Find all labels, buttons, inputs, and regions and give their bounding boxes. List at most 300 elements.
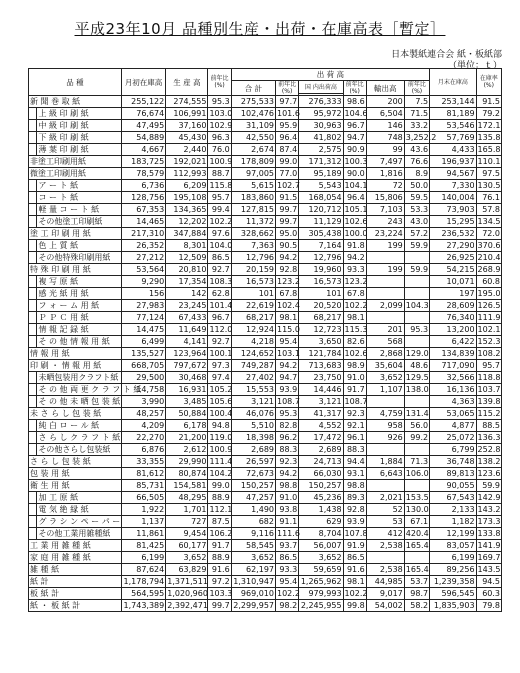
row-value: 7.5 (404, 96, 429, 108)
row-value: 27,212 (121, 252, 165, 264)
row-value: 93.1 (343, 468, 366, 480)
row-value: 14,758 (121, 384, 165, 396)
row-value: 197 (430, 288, 476, 300)
row-name: 紙 計 (29, 576, 122, 588)
row-value: 2,021 (366, 492, 404, 504)
row-value: 91.5 (476, 96, 501, 108)
row-value: 749,287 (231, 360, 275, 372)
row-value: 103.7 (477, 385, 501, 394)
row-value: 1,137 (121, 516, 165, 528)
row-indent (29, 300, 37, 312)
row-value: 183,725 (121, 156, 165, 168)
row-value: 94.7 (276, 372, 299, 384)
row-value: 96.4 (343, 192, 366, 204)
row-value: 87,624 (121, 564, 165, 576)
row-value: 4,759 (366, 408, 404, 420)
row-value: 100.9 (209, 445, 233, 454)
row-value (366, 312, 404, 324)
row-value: 199 (366, 240, 404, 252)
row-value: 4,218 (231, 336, 275, 348)
row-value: 129.0 (405, 349, 429, 358)
table-row (29, 312, 502, 324)
row-value: 130.0 (405, 505, 429, 514)
row-value: 91.6 (208, 564, 231, 576)
row-value: 108.3 (209, 277, 233, 286)
row-value: 1,265,962 (299, 576, 343, 588)
row-value: 100.1 (209, 349, 233, 358)
header-seisan-zennen: 前年比(%) (208, 69, 231, 96)
row-value: 90.5 (276, 240, 299, 252)
row-value: 104.6 (344, 109, 368, 118)
row-value: 124,652 (231, 348, 275, 360)
row-value: 106.0 (405, 469, 429, 478)
row-value: 370.6 (477, 241, 501, 250)
row-value (366, 252, 404, 264)
row-name: 板 紙 計 (29, 588, 122, 600)
row-value: 91.7 (208, 540, 231, 552)
row-value: 121,784 (299, 348, 343, 360)
row-value: 44,985 (366, 576, 404, 588)
row-name: 情 報 用 紙 (29, 348, 122, 360)
row-value: 94,567 (430, 168, 476, 180)
table-row (29, 564, 502, 576)
row-value: 92.1 (343, 420, 366, 432)
row-value: 103.1 (277, 349, 300, 358)
row-value: 107.8 (344, 529, 368, 538)
row-value: 150,257 (299, 480, 343, 492)
row-value (366, 480, 404, 492)
row-value: 5,510 (231, 420, 275, 432)
row-name: 工 業 用 雑 種 紙 (29, 540, 122, 552)
row-value: 29,500 (121, 372, 165, 384)
row-value: 20,159 (231, 264, 275, 276)
row-value: 568 (366, 336, 404, 348)
row-value: 15,553 (231, 384, 275, 396)
row-value: 72,673 (231, 468, 275, 480)
row-value: 134,839 (430, 348, 476, 360)
row-value: 26,597 (231, 456, 275, 468)
row-value: 98.7 (404, 588, 429, 600)
row-value: 98.9 (343, 360, 366, 372)
row-value: 12,723 (299, 324, 343, 336)
row-value: 96.3 (208, 132, 231, 144)
row-value: 102.2 (277, 589, 300, 598)
table-row (29, 180, 502, 192)
row-value: 143.5 (477, 565, 501, 574)
row-value: 86.5 (208, 252, 231, 264)
row-value: 11,649 (166, 324, 208, 336)
row-value: 1,490 (231, 504, 275, 516)
row-value: 94.2 (276, 468, 299, 480)
row-value: 12,202 (166, 216, 208, 228)
row-value: 255,122 (121, 96, 165, 108)
row-name: 電 気 絶 縁 紙 (37, 504, 121, 516)
row-value: 128,756 (121, 192, 165, 204)
table-row (29, 492, 502, 504)
table-row (29, 456, 502, 468)
row-value (366, 552, 404, 564)
row-value: 130.5 (477, 181, 501, 190)
row-value: 16,136 (430, 384, 476, 396)
row-value: 133.8 (477, 529, 501, 538)
row-value: 111.9 (477, 313, 501, 322)
row-value: 82.6 (343, 336, 366, 348)
row-value: 53 (366, 516, 404, 528)
row-value: 15,806 (366, 192, 404, 204)
row-value: 9,454 (166, 528, 208, 540)
row-value: 11,129 (299, 216, 343, 228)
table-row (29, 396, 502, 408)
row-value: 45,236 (299, 492, 343, 504)
row-value: 94.2 (276, 252, 299, 264)
row-indent (29, 180, 37, 192)
row-value: 8.9 (404, 168, 429, 180)
row-value: 9,290 (121, 276, 165, 288)
row-value: 192,021 (166, 156, 208, 168)
row-indent (29, 516, 37, 528)
row-value: 328,662 (231, 228, 275, 240)
table-row (29, 552, 502, 564)
row-value: 1,178,794 (121, 576, 165, 588)
row-value: 97.4 (208, 372, 231, 384)
row-name: さ ら し 包 装 紙 (29, 456, 122, 468)
row-indent (29, 444, 37, 456)
row-value: 1,835,903 (430, 600, 476, 612)
row-value: 1,107 (366, 384, 404, 396)
row-value: 53.7 (404, 576, 429, 588)
row-value: 95.9 (276, 120, 299, 132)
row-value: 98.2 (276, 600, 299, 612)
row-name: 塗 工 印 刷 用 紙 (29, 228, 122, 240)
table-row (29, 96, 502, 108)
row-value: 102.4 (277, 301, 300, 310)
row-name: 複 写 原 紙 (37, 276, 121, 288)
row-value: 35,604 (366, 360, 404, 372)
row-value: 93.9 (276, 384, 299, 396)
row-value: 748 (366, 132, 404, 144)
row-value: 103.0 (209, 109, 233, 118)
row-indent (29, 240, 37, 252)
table-row (29, 216, 502, 228)
row-value: 1,239,358 (430, 576, 476, 588)
row-value: 2,440 (166, 144, 208, 156)
row-value: 112.0 (209, 325, 233, 334)
row-value: 97.6 (208, 228, 231, 240)
row-name: 衛 生 用 紙 (29, 480, 122, 492)
row-name: そ の 他 情 報 用 紙 (37, 336, 121, 348)
row-value (366, 396, 404, 408)
row-value: 92.7 (208, 264, 231, 276)
row-value: 135,527 (121, 348, 165, 360)
row-value: 2,133 (430, 504, 476, 516)
row-value: 27,983 (121, 300, 165, 312)
row-value: 73,903 (430, 204, 476, 216)
row-value: 6,209 (166, 180, 208, 192)
row-value: 138.2 (477, 457, 501, 466)
row-indent (29, 372, 37, 384)
row-value: 88.3 (343, 444, 366, 456)
row-value: 16,573 (299, 276, 343, 288)
row-name: グ ラ シ ン ペ ー パ ー (38, 517, 121, 526)
row-value: 168,054 (299, 192, 343, 204)
row-value: 105.6 (209, 397, 233, 406)
row-name: 上 級 印 刷 紙 (37, 108, 121, 120)
row-value: 104.3 (405, 301, 429, 310)
row-name: その他さらし包装紙 (37, 444, 121, 456)
row-value: 102.2 (209, 217, 233, 226)
row-value: 88.7 (208, 168, 231, 180)
row-value: 50.0 (404, 180, 429, 192)
row-value: 96.7 (208, 312, 231, 324)
table-row (29, 144, 502, 156)
row-value: 92.3 (343, 408, 366, 420)
row-name: 特 殊 印 刷 用 紙 (29, 264, 122, 276)
row-value (404, 480, 429, 492)
row-name: 軽 量 コ ー ト 紙 (37, 204, 121, 216)
table-row (29, 300, 502, 312)
row-value: 8,301 (166, 240, 208, 252)
unit-label: （単位：ｔ） (447, 61, 502, 71)
row-value: 52 (366, 504, 404, 516)
table-row (29, 336, 502, 348)
row-value: 110.1 (477, 157, 501, 166)
row-value: 24,713 (299, 456, 343, 468)
row-indent (29, 336, 37, 348)
row-value: 6,499 (121, 336, 165, 348)
row-value: 98.1 (343, 576, 366, 588)
row-value: 100.3 (344, 157, 368, 166)
row-value: 93.3 (276, 564, 299, 576)
row-value: 3,652 (166, 552, 208, 564)
row-value: 4,141 (166, 336, 208, 348)
row-value: 11,861 (121, 528, 165, 540)
table-row (29, 324, 502, 336)
page-title: 平成23年10月 品種別生産・出荷・在庫高表［暫定］ (74, 20, 446, 38)
row-value: 79.2 (476, 108, 501, 120)
header-kokunai-zennen: 前年比(%) (343, 81, 366, 96)
row-value: 3,652 (366, 372, 404, 384)
row-value (404, 276, 429, 288)
row-value: 45,430 (166, 132, 208, 144)
row-indent (29, 420, 37, 432)
row-name: フ ォ ー ム 用 紙 (37, 300, 121, 312)
row-value (366, 444, 404, 456)
row-indent (29, 120, 37, 132)
header-goukei: 合 計 (231, 81, 275, 96)
row-value: 2,689 (299, 444, 343, 456)
row-value: 18,398 (231, 432, 275, 444)
row-value: 115.2 (477, 409, 501, 418)
row-value: 98.6 (343, 96, 366, 108)
row-value: 4,433 (430, 144, 476, 156)
row-value: 5,543 (299, 180, 343, 192)
row-value: 99.7 (276, 204, 299, 216)
row-value: 596,545 (430, 588, 476, 600)
row-value: 140,004 (430, 192, 476, 204)
row-value: 200 (366, 96, 404, 108)
row-value: 43.6 (404, 144, 429, 156)
row-value: 88.9 (208, 552, 231, 564)
row-value: 183,860 (231, 192, 275, 204)
row-value: 102.7 (277, 181, 300, 190)
row-value: 4,209 (121, 420, 165, 432)
row-value: 8,704 (299, 528, 343, 540)
row-value: 275,533 (231, 96, 275, 108)
row-value: 2,245,955 (299, 600, 343, 612)
row-value: 2,868 (366, 348, 404, 360)
header-goukei-zennen: 前年比(%) (276, 81, 299, 96)
table-row (29, 252, 502, 264)
row-value: 76,340 (430, 312, 476, 324)
row-value: 95.4 (276, 576, 299, 588)
row-value: 67,433 (166, 312, 208, 324)
row-value: 27,290 (430, 240, 476, 252)
row-value: 54,889 (121, 132, 165, 144)
row-value: 103.3 (209, 589, 233, 598)
row-value: 7,363 (231, 240, 275, 252)
row-value: 99.4 (208, 204, 231, 216)
header-yushutsu: 輸出高 (366, 81, 404, 96)
row-value: 6,178 (166, 420, 208, 432)
row-value: 91.6 (343, 564, 366, 576)
row-value: 59.5 (404, 192, 429, 204)
row-value (366, 288, 404, 300)
row-value: 102.1 (477, 325, 501, 334)
row-indent (29, 132, 37, 144)
row-value: 27,402 (231, 372, 275, 384)
row-value: 91.0 (343, 372, 366, 384)
row-value: 727 (166, 516, 208, 528)
table-row (29, 540, 502, 552)
row-value: 14,475 (121, 324, 165, 336)
row-value: 97.2 (208, 576, 231, 588)
row-value: 199 (366, 264, 404, 276)
row-value: 14,446 (299, 384, 343, 396)
table-row (29, 132, 502, 144)
row-indent (29, 492, 37, 504)
row-value: 48,257 (121, 408, 165, 420)
row-value: 165.8 (477, 145, 501, 154)
row-value: 926 (366, 432, 404, 444)
table-row (29, 108, 502, 120)
row-value: 142 (166, 288, 208, 300)
row-value: 92.8 (343, 504, 366, 516)
row-value: 104.1 (344, 181, 368, 190)
row-value: 969,010 (231, 588, 275, 600)
row-value: 4,877 (430, 420, 476, 432)
row-value: 15,295 (430, 216, 476, 228)
row-value: 83,057 (430, 540, 476, 552)
row-value: 101 (231, 288, 275, 300)
row-value: 797,672 (166, 360, 208, 372)
row-value: 46,076 (231, 408, 275, 420)
row-value: 71.5 (404, 108, 429, 120)
row-value: 139.8 (477, 397, 501, 406)
row-value: 76.1 (476, 192, 501, 204)
row-value: 4,552 (299, 420, 343, 432)
row-value: 77,124 (121, 312, 165, 324)
row-value: 2,538 (366, 564, 404, 576)
row-indent (29, 312, 37, 324)
row-value: 3,121 (299, 396, 343, 408)
row-value: 169.7 (477, 553, 501, 562)
row-value: 93.7 (276, 540, 299, 552)
row-value: 53,546 (430, 120, 476, 132)
row-value: 25,072 (430, 432, 476, 444)
row-value: 106.2 (209, 529, 233, 538)
row-indent (29, 108, 37, 120)
row-value: 91.8 (343, 240, 366, 252)
row-value: 1,310,947 (231, 576, 275, 588)
row-indent (29, 432, 37, 444)
row-value: 92.8 (276, 264, 299, 276)
row-value: 82.8 (276, 420, 299, 432)
row-value: 152.3 (477, 337, 501, 346)
row-value: 91.9 (343, 540, 366, 552)
row-name: 色 上 質 紙 (37, 240, 121, 252)
row-value: 102.2 (344, 301, 368, 310)
row-value: 56,007 (299, 540, 343, 552)
row-name: その他特殊印刷用紙 (37, 252, 121, 264)
row-value: 94.8 (208, 420, 231, 432)
row-value: 305,438 (299, 228, 343, 240)
row-value: 1,182 (430, 516, 476, 528)
row-value: 3,252.2 (405, 133, 437, 142)
row-value: 118.8 (477, 373, 501, 382)
row-value: 201 (366, 324, 404, 336)
row-name: 印 刷 ・ 情 報 用 紙 (29, 360, 122, 372)
row-value: 85,731 (121, 480, 165, 492)
row-value: 564,595 (121, 588, 165, 600)
row-value: 32,566 (430, 372, 476, 384)
row-value: 95.0 (276, 228, 299, 240)
row-value: 97,005 (231, 168, 275, 180)
row-value: 178,809 (231, 156, 275, 168)
row-value: 3,652 (299, 552, 343, 564)
row-value: 93.3 (343, 264, 366, 276)
row-value: 88.3 (276, 444, 299, 456)
row-value: 98.1 (343, 312, 366, 324)
row-value: 3,652 (231, 552, 275, 564)
row-value: 23,224 (366, 228, 404, 240)
row-value: 6,799 (430, 444, 476, 456)
row-value: 142.9 (477, 493, 501, 502)
row-value: 14,465 (121, 216, 165, 228)
row-value: 4,363 (430, 396, 476, 408)
row-value: 101 (299, 288, 343, 300)
row-value: 108.7 (344, 397, 368, 406)
table-row (29, 204, 502, 216)
row-value: 135.8 (477, 133, 501, 142)
row-value: 108.2 (477, 349, 501, 358)
row-value: 16,573 (231, 276, 275, 288)
row-value: 21,200 (166, 432, 208, 444)
row-value: 100.4 (209, 409, 233, 418)
row-name: 微塗工印刷用紙 (29, 168, 122, 180)
row-value: 96.4 (276, 132, 299, 144)
row-value: 67.8 (343, 288, 366, 300)
row-value: 94.2 (343, 252, 366, 264)
row-name: その他塗工印刷紙 (37, 216, 121, 228)
row-value: 126.5 (477, 301, 501, 310)
row-value: 60,177 (166, 540, 208, 552)
row-value: 81,612 (121, 468, 165, 480)
row-value: 94.2 (276, 360, 299, 372)
row-indent (29, 396, 37, 408)
row-value: 6,876 (121, 444, 165, 456)
row-value: 53,065 (430, 408, 476, 420)
row-value: 60.3 (476, 588, 501, 600)
